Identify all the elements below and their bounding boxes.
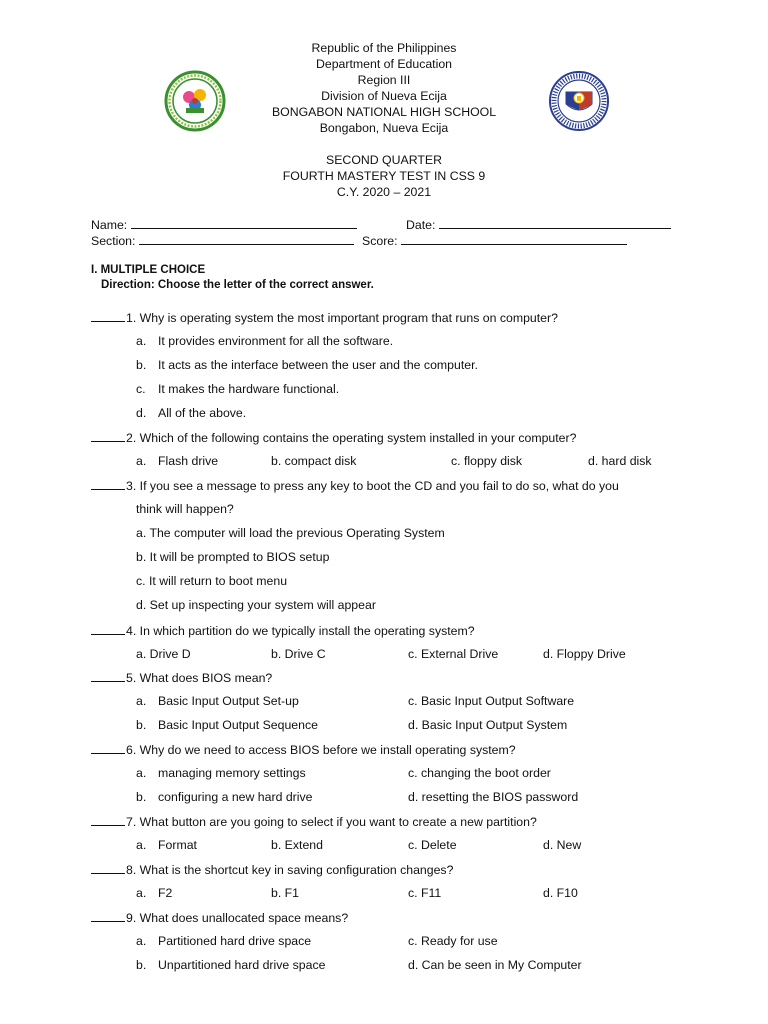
option: a. The computer will load the previous Operating System (136, 526, 445, 540)
header-line: Region III (357, 73, 411, 87)
option (136, 382, 339, 396)
option: c. Delete (408, 838, 457, 852)
option-letter: a. (136, 334, 147, 348)
option: b. Drive C (271, 647, 326, 661)
option: d. Floppy Drive (543, 647, 626, 661)
name-label: Name: (91, 218, 128, 232)
option-letter: a. (136, 838, 147, 852)
option-text: Unpartitioned hard drive space (158, 958, 326, 972)
option-text: It provides environment for all the software. (158, 334, 394, 348)
option (136, 838, 197, 852)
option-text: Flash drive (158, 454, 219, 468)
option-text: Basic Input Output Sequence (158, 718, 318, 732)
option (136, 694, 299, 708)
header-line: Bongabon, Nueva Ecija (319, 121, 449, 135)
option-letter: a. (136, 454, 147, 468)
option (136, 886, 172, 900)
question-1 (91, 310, 558, 325)
title-line: SECOND QUARTER (326, 153, 442, 167)
option-letter: a. (136, 886, 147, 900)
section-label: Section: (91, 234, 136, 248)
option-letter: a. (136, 766, 147, 780)
option: d. New (543, 838, 582, 852)
option: d. Basic Input Output System (408, 718, 568, 732)
header-line: Republic of the Philippines (311, 41, 457, 55)
option (136, 934, 311, 948)
question-8 (91, 862, 453, 877)
option (136, 718, 318, 732)
option-text: All of the above. (158, 406, 247, 420)
option: c. F11 (408, 886, 442, 900)
score-field[interactable] (362, 233, 627, 248)
option-letter: b. (136, 358, 147, 372)
option-letter: d. (136, 406, 147, 420)
section-direction: Direction: Choose the letter of the correct answer. (101, 279, 374, 291)
test-title (0, 152, 768, 200)
question-text: 7. What button are you going to select if you want to create a new partition? (126, 815, 537, 829)
question-5 (91, 670, 272, 685)
question-text: 3. If you see a message to press any key to boot the CD and you fail to do so, what do you (126, 479, 619, 493)
question-text: 1. Why is operating system the most important program that runs on computer? (126, 311, 558, 325)
school-header (0, 40, 768, 136)
answer-blank[interactable] (91, 623, 125, 635)
answer-blank[interactable] (91, 862, 125, 874)
option: b. It will be prompted to BIOS setup (136, 550, 330, 564)
option (136, 766, 306, 780)
option-text: Partitioned hard drive space (158, 934, 312, 948)
answer-blank[interactable] (91, 430, 125, 442)
question-text: 6. Why do we need to access BIOS before we install operating system? (126, 743, 516, 757)
option-letter: c. (136, 382, 146, 396)
option: d. Can be seen in My Computer (408, 958, 582, 972)
question-3 (91, 478, 619, 493)
answer-blank[interactable] (91, 742, 125, 754)
option-letter: a. (136, 934, 147, 948)
option-text: It acts as the interface between the user and the computer. (158, 358, 478, 372)
answer-blank[interactable] (91, 310, 125, 322)
option-letter: b. (136, 718, 147, 732)
option: c. changing the boot order (408, 766, 551, 780)
option: d. Set up inspecting your system will appear (136, 598, 376, 612)
option: d. resetting the BIOS password (408, 790, 579, 804)
header-line: Department of Education (315, 57, 453, 71)
option-text: configuring a new hard drive (158, 790, 313, 804)
option: b. Extend (271, 838, 323, 852)
option: b. compact disk (271, 454, 357, 468)
option: c. It will return to boot menu (136, 574, 288, 588)
option-text: It makes the hardware functional. (158, 382, 340, 396)
option (136, 406, 246, 420)
option: d. hard disk (588, 454, 652, 468)
date-field[interactable] (406, 217, 671, 232)
option: c. External Drive (408, 647, 499, 661)
option: d. F10 (543, 886, 578, 900)
option (136, 454, 218, 468)
answer-blank[interactable] (91, 910, 125, 922)
date-label: Date: (406, 218, 436, 232)
title-line: FOURTH MASTERY TEST IN CSS 9 (282, 169, 486, 183)
question-text: 2. Which of the following contains the operating system installed in your computer? (126, 431, 577, 445)
option-letter: a. (136, 694, 147, 708)
question-text: 8. What is the shortcut key in saving configuration changes? (126, 863, 454, 877)
option-letter: b. (136, 958, 147, 972)
name-field[interactable] (91, 217, 357, 232)
option: c. Ready for use (408, 934, 498, 948)
option (136, 790, 313, 804)
section-heading: I. MULTIPLE CHOICE (91, 264, 206, 276)
question-6 (91, 742, 516, 757)
option-letter: b. (136, 790, 147, 804)
question-9 (91, 910, 348, 925)
question-text: 5. What does BIOS mean? (126, 671, 273, 685)
question-2 (91, 430, 576, 445)
date-blank[interactable] (439, 217, 671, 229)
question-text: 4. In which partition do we typically install the operating system? (126, 624, 475, 638)
answer-blank[interactable] (91, 478, 125, 490)
option (136, 358, 478, 372)
title-line: C.Y. 2020 – 2021 (336, 185, 432, 199)
header-line: BONGABON NATIONAL HIGH SCHOOL (271, 105, 497, 119)
option-text: managing memory settings (158, 766, 306, 780)
question-continuation: think will happen? (136, 502, 234, 516)
option-text: Format (158, 838, 197, 852)
option-text: Basic Input Output Set-up (158, 694, 299, 708)
option: c. floppy disk (451, 454, 523, 468)
score-label: Score: (362, 234, 398, 248)
option: b. F1 (271, 886, 300, 900)
option: c. Basic Input Output Software (408, 694, 575, 708)
option-text: F2 (158, 886, 173, 900)
option (136, 334, 393, 348)
section-blank[interactable] (139, 233, 354, 245)
answer-blank[interactable] (91, 814, 125, 826)
question-7 (91, 814, 537, 829)
header-line: Division of Nueva Ecija (321, 89, 447, 103)
answer-blank[interactable] (91, 670, 125, 682)
question-text: 9. What does unallocated space means? (126, 911, 349, 925)
option (136, 958, 325, 972)
option: a. Drive D (136, 647, 191, 661)
name-blank[interactable] (131, 217, 357, 229)
score-blank[interactable] (401, 233, 627, 245)
question-4 (91, 623, 475, 638)
section-field[interactable] (91, 233, 354, 248)
